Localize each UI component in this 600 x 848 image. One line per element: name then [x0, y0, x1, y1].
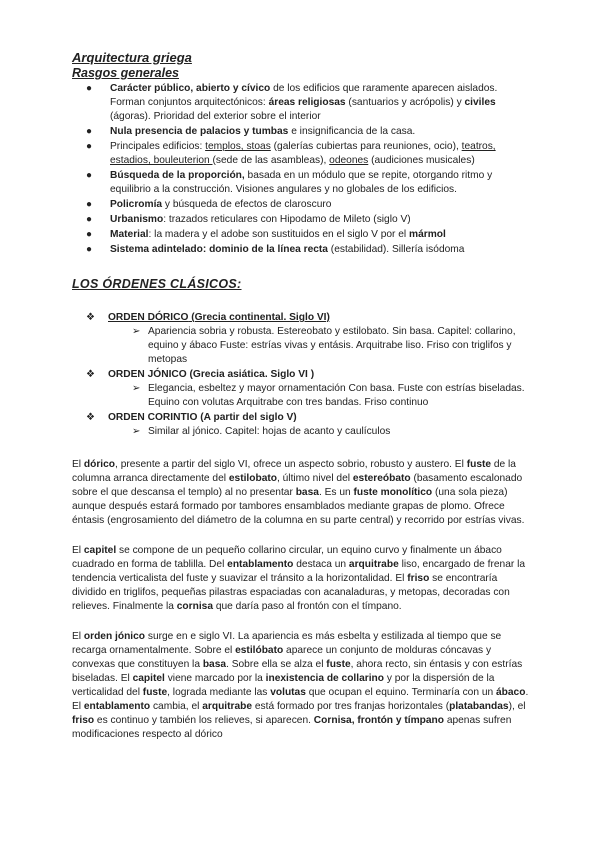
- bullet-item: [72, 169, 532, 197]
- document-page: [72, 50, 532, 758]
- order-item: [72, 411, 532, 439]
- bullet-text-segment: Sistema adintelado: dominio de la línea recta: [110, 244, 328, 255]
- bullet-text-segment: (estabilidad). Sillería isódoma: [327, 244, 465, 255]
- bullet-text-segment: basada en un módulo que se repite, otorgando ritmo y equilibrio a la construcción. Visiones angulares y no globales de los edificios.: [110, 170, 493, 195]
- bullet-item: [72, 228, 532, 242]
- paragraph-text-segment: aparece un conjunto de molduras cóncavas y convexas que constituyen la: [72, 645, 492, 670]
- bullet-icon: ●: [86, 126, 93, 137]
- bullet-text-segment: (galerías cubiertas para reuniones, ocio),: [270, 141, 462, 152]
- order-item: [72, 311, 532, 367]
- bullet-icon: ●: [86, 199, 93, 210]
- body-text: [72, 458, 532, 742]
- paragraph-text-segment: ), el: [508, 701, 526, 712]
- paragraph-text-segment: destaca un: [293, 559, 349, 570]
- order-title: [108, 311, 532, 325]
- arrow-bullet-icon: ➢: [132, 326, 141, 337]
- bullet-item: [72, 243, 532, 257]
- paragraph-text-segment: entablamento: [83, 701, 151, 712]
- paragraph-text-segment: que daría paso al frontón con el tímpano.: [213, 601, 402, 612]
- paragraph-text-segment: friso: [407, 573, 430, 584]
- order-description-text: Apariencia sobria y robusta. Estereobato y estilobato. Sin basa. Capitel: collarino, equino y ábaco Fuste: estrías vivas y entásis. Arquitrabe liso. Friso con triglifos y metopas: [148, 326, 516, 365]
- paragraph-text-segment: estilobato: [228, 473, 277, 484]
- paragraph: [72, 544, 532, 614]
- bullet-text-segment: mármol: [409, 229, 446, 240]
- order-description: [108, 325, 532, 367]
- bullet-text-segment: templos, stoas: [205, 141, 271, 152]
- order-title: [108, 411, 532, 425]
- paragraph-text-segment: El: [72, 545, 84, 556]
- diamond-bullet-icon: ❖: [86, 369, 95, 380]
- paragraph-text-segment: es continuo y también los relieves, si aparecen.: [94, 715, 314, 726]
- bullet-text-segment: Material: [110, 229, 149, 240]
- orders-section-title: LOS ÓRDENES CLÁSICOS:: [72, 277, 242, 291]
- bullet-item: [72, 125, 532, 139]
- order-context: (Grecia asiática. Siglo VI ): [186, 369, 315, 380]
- paragraph-text-segment: de la columna arranca directamente del: [72, 459, 516, 484]
- paragraph-text-segment: volutas: [270, 687, 306, 698]
- paragraph-text-segment: basa: [295, 487, 319, 498]
- paragraph-text-segment: El: [72, 459, 84, 470]
- order-description-text: Elegancia, esbeltez y mayor ornamentación Con basa. Fuste con estrías biseladas. Equino con volutas Arquitrabe con tres bandas. Friso continuo: [148, 383, 525, 408]
- paragraph-text-segment: cambia, el: [150, 701, 203, 712]
- paragraph-text-segment: friso: [72, 715, 95, 726]
- bullet-item: [72, 140, 532, 168]
- general-features-list: [72, 82, 532, 257]
- paragraph-text-segment: , presente a partir del siglo VI, ofrece un aspecto sobrio, robusto y austero. El: [115, 459, 467, 470]
- paragraph-text-segment: . Sobre ella se alza el: [226, 659, 327, 670]
- paragraph-text-segment: , ahora recto, sin éntasis y con estrías biseladas. El: [72, 659, 523, 684]
- bullet-text-segment: Búsqueda de la proporción,: [110, 170, 245, 181]
- bullet-icon: ●: [86, 229, 93, 240]
- bullet-text-segment: de los edificios que raramente aparecen aislados. Forman conjuntos arquitectónicos:: [110, 83, 498, 108]
- bullet-text-segment: y búsqueda de efectos de claroscuro: [162, 199, 332, 210]
- paragraph-text-segment: apenas sufren modificaciones respecto al dórico: [72, 715, 512, 740]
- order-name: ORDEN DÓRICO: [108, 312, 189, 323]
- paragraph-text-segment: fuste: [326, 659, 351, 670]
- paragraph-text-segment: inexistencia de collarino: [265, 673, 385, 684]
- paragraph-text-segment: está formado por tres franjas horizontales (: [252, 701, 450, 712]
- paragraph: [72, 630, 532, 742]
- paragraph-text-segment: cornisa: [176, 601, 214, 612]
- bullet-text-segment: Urbanismo: [110, 214, 164, 225]
- paragraph-text-segment: fuste: [466, 459, 492, 470]
- paragraph-text-segment: estilóbato: [235, 645, 284, 656]
- bullet-text-segment: teatros, estadios, bouleuterion: [110, 141, 496, 166]
- paragraph-text-segment: basa: [202, 659, 227, 670]
- bullet-text-segment: odeones: [329, 155, 369, 166]
- bullet-icon: ●: [86, 244, 93, 255]
- paragraph-text-segment: ábaco: [496, 687, 526, 698]
- paragraph-text-segment: capitel: [132, 673, 165, 684]
- bullet-text-segment: áreas religiosas: [268, 97, 346, 108]
- bullet-icon: ●: [86, 214, 93, 225]
- paragraph-text-segment: dórico: [83, 459, 116, 470]
- order-context: (A partir del siglo V): [197, 412, 297, 423]
- paragraph-text-segment: fuste: [142, 687, 168, 698]
- paragraph-text-segment: entablamento: [227, 559, 294, 570]
- paragraph-text-segment: arquitrabe: [348, 559, 399, 570]
- bullet-icon: ●: [86, 83, 93, 94]
- order-description: [108, 425, 532, 439]
- paragraph-text-segment: . El: [72, 687, 529, 712]
- bullet-text-segment: (santuarios y acrópolis) y: [345, 97, 465, 108]
- order-name: ORDEN JÓNICO: [108, 369, 187, 380]
- paragraph-text-segment: fuste monolítico: [353, 487, 433, 498]
- bullet-icon: ●: [86, 141, 93, 152]
- arrow-bullet-icon: ➢: [132, 426, 141, 437]
- paragraph-text-segment: estereóbato: [352, 473, 411, 484]
- bullet-text-segment: Principales edificios:: [110, 141, 206, 152]
- paragraph-text-segment: orden jónico: [83, 631, 146, 642]
- page-title: Arquitectura griega: [72, 50, 192, 65]
- paragraph: [72, 458, 532, 528]
- bullet-text-segment: : la madera y el adobe son sustituidos en el siglo V por el: [148, 229, 410, 240]
- paragraph-text-segment: viene marcado por la: [164, 673, 266, 684]
- bullet-text-segment: Policromía: [110, 199, 163, 210]
- orders-list: [72, 311, 532, 439]
- bullet-text-segment: e insignificancia de la casa.: [288, 126, 416, 137]
- diamond-bullet-icon: ❖: [86, 412, 95, 423]
- diamond-bullet-icon: ❖: [86, 312, 95, 323]
- bullet-text-segment: Carácter público, abierto y cívico: [110, 83, 271, 94]
- paragraph-text-segment: se encontraría dividido en triglifos, pequeñas pilastras espaciadas con acanaladuras, y metopas, decoradas con relieves. Finalmente la: [72, 573, 510, 612]
- bullet-text-segment: Nula presencia de palacios y tumbas: [110, 126, 289, 137]
- section-subtitle: Rasgos generales: [72, 66, 179, 80]
- paragraph-text-segment: que ocupan el equino. Terminaría con un: [305, 687, 496, 698]
- paragraph-text-segment: surge en e siglo VI. La apariencia es más esbelta y estilizada al tiempo que se recarga ornamentalmente. Sobre el: [72, 631, 502, 656]
- arrow-bullet-icon: ➢: [132, 383, 141, 394]
- order-context: (Grecia continental. Siglo VI): [188, 312, 330, 323]
- bullet-item: [72, 82, 532, 124]
- paragraph-text-segment: (una sola pieza) aunque después estará formado por tambores ensamblados mediante grapas de plomo. Ofrece éntasis (engrosamiento del diámetro de la columna en su parte central) y recorrido por estrías vivas.: [72, 487, 525, 526]
- order-title: [108, 368, 532, 382]
- paragraph-text-segment: y por la dispersión de la verticalidad del: [72, 673, 495, 698]
- paragraph-text-segment: se compone de un pequeño collarino circular, un equino curvo y finalmente un ábaco cuadrado en forma de tablilla. Del: [72, 545, 502, 570]
- order-item: [72, 368, 532, 410]
- paragraph-text-segment: Cornisa, frontón y tímpano: [313, 715, 444, 726]
- paragraph-text-segment: , último nivel del: [276, 473, 353, 484]
- paragraph-text-segment: . Es un: [318, 487, 354, 498]
- bullet-item: [72, 213, 532, 227]
- paragraph-text-segment: , lograda mediante las: [167, 687, 271, 698]
- bullet-text-segment: (sede de las asambleas),: [212, 155, 330, 166]
- bullet-text-segment: civiles: [464, 97, 496, 108]
- order-name: ORDEN CORINTIO: [108, 412, 198, 423]
- bullet-item: [72, 198, 532, 212]
- order-description-text: Similar al jónico. Capitel: hojas de acanto y caulículos: [148, 426, 391, 437]
- bullet-text-segment: : trazados reticulares con Hipodamo de Mileto (siglo V): [163, 214, 411, 225]
- paragraph-text-segment: liso, encargado de frenar la tendencia verticalista del fuste y suavizar el tránsito a la horizontalidad. El: [72, 559, 526, 584]
- bullet-text-segment: (audiciones musicales): [368, 155, 475, 166]
- paragraph-text-segment: capitel: [83, 545, 117, 556]
- paragraph-text-segment: arquitrabe: [202, 701, 253, 712]
- order-description: [108, 382, 532, 410]
- paragraph-text-segment: (basamento escalonado sobre el que descansa el templo) al no presentar: [72, 473, 523, 498]
- bullet-text-segment: (ágoras). Prioridad del exterior sobre el interior: [110, 111, 321, 122]
- paragraph-text-segment: platabandas: [449, 701, 509, 712]
- paragraph-text-segment: El: [72, 631, 84, 642]
- bullet-icon: ●: [86, 170, 93, 181]
